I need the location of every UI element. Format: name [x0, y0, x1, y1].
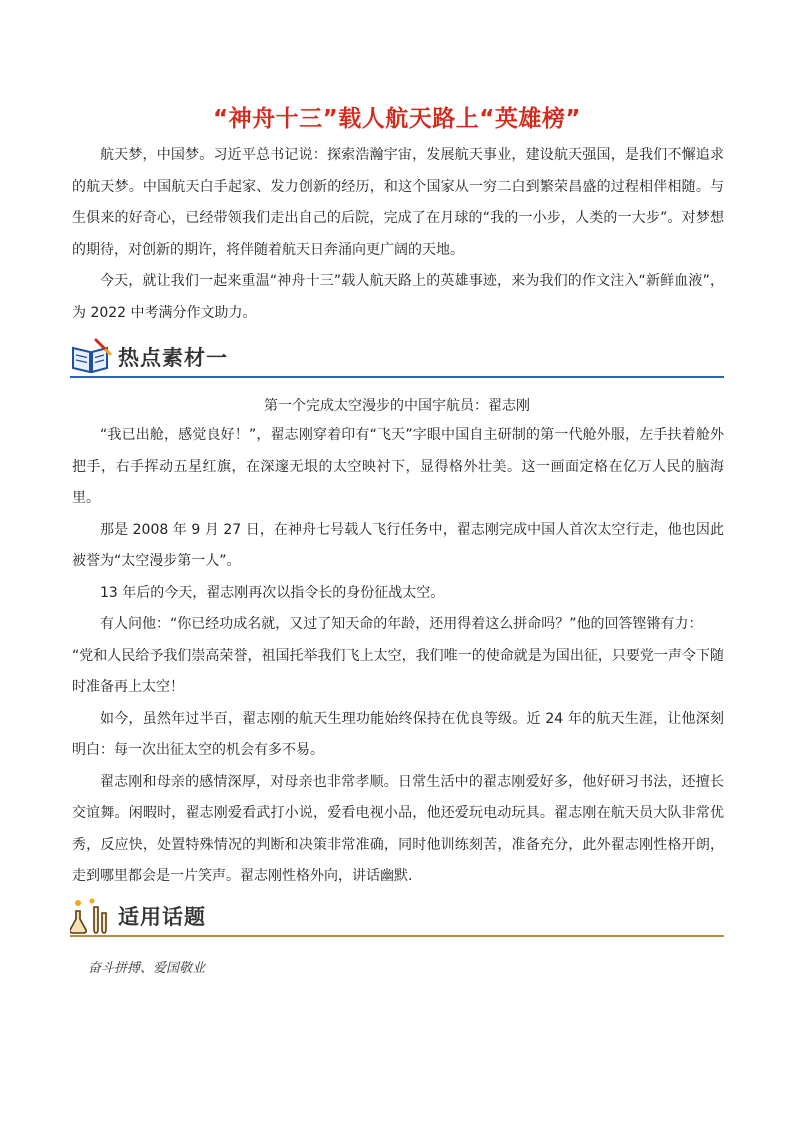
- topics-text: 奋斗拼搏、爱国敬业: [88, 961, 206, 976]
- section-label: 适用话题: [118, 905, 206, 929]
- body-paragraph-4: 有人问他：“你已经功成名就，又过了知天命的年龄，还用得着这么拼命吗？”他的回答铿锵有力：: [100, 616, 703, 632]
- open-book-icon: [70, 338, 112, 376]
- body-quote-paragraph: “党和人民给予我们崇高荣誉，祖国托举我们飞上太空，我们唯一的使命就是为国出征，只要党一声令下随时准备再上太空！: [72, 647, 724, 695]
- page-title: “神舟十三”载人航天路上“英雄榜”: [213, 106, 581, 132]
- section-subtitle: 第一个完成太空漫步的中国宇航员：翟志刚: [264, 398, 530, 414]
- body-paragraph-6: 如今，虽然年过半百，翟志刚的航天生理功能始终保持在优良等级。近 24 年的航天生涯，让他深刻明白：每一次出征太空的机会有多不易。: [72, 710, 724, 758]
- body-paragraph-7: 翟志刚和母亲的感情深厚，对母亲也非常孝顺。日常生活中的翟志刚爱好多，他好研习书法，还擅长交谊舞。闲暇时，翟志刚爱看武打小说，爱看电视小品，他还爱玩电动玩具。翟志刚在航天员大队非常优秀，反应快，处置特殊情况的判断和决策非常准确，同时他训练刻苦，准备充分，此外翟志刚性格开朗，走到哪里都会是一片笑声。翟志刚性格外向，讲话幽默.: [72, 773, 724, 884]
- body-paragraph-3: 13 年后的今天，翟志刚再次以指令长的身份征战太空。: [100, 584, 445, 601]
- intro-section: [72, 140, 724, 329]
- section-header-hot-material: [70, 338, 724, 378]
- section-header-topics: [70, 897, 724, 937]
- body-paragraph-2: 那是 2008 年 9 月 27 日，在神舟七号载人飞行任务中，翟志刚完成中国人首次太空行走，他也因此被誉为“太空漫步第一人”。: [72, 521, 724, 569]
- body-paragraph-1: “我已出舱，感觉良好！”，翟志刚穿着印有“飞天”字眼中国自主研制的第一代舱外服，左手扶着舱外把手，右手挥动五星红旗，在深邃无垠的太空映衬下，显得格外壮美。这一画面定格在亿万人民的脑海里。: [72, 427, 724, 506]
- lab-flask-icon: [70, 897, 112, 935]
- section-label: 热点素材一: [118, 346, 228, 370]
- intro-paragraph-1: 航天梦，中国梦。习近平总书记说：探索浩瀚宇宙，发展航天事业，建设航天强国，是我们不懈追求的航天梦。中国航天白手起家、发力创新的经历，和这个国家从一穷二白到繁荣昌盛的过程相伴相随。与生俱来的好奇心，已经带领我们走出自己的后院，完成了在月球的“我的一小步，人类的一大步”。对梦想的期待，对创新的期许，将伴随着航天日奔涌向更广阔的天地。: [72, 147, 724, 258]
- section-divider: [70, 935, 724, 937]
- intro-paragraph-2: 今天，就让我们一起来重温“神舟十三”载人航天路上的英雄事迹，来为我们的作文注入“新鲜血液”，为 2022 中考满分作文助力。: [72, 273, 724, 321]
- section-divider: [70, 376, 724, 378]
- section1-body: [72, 420, 724, 893]
